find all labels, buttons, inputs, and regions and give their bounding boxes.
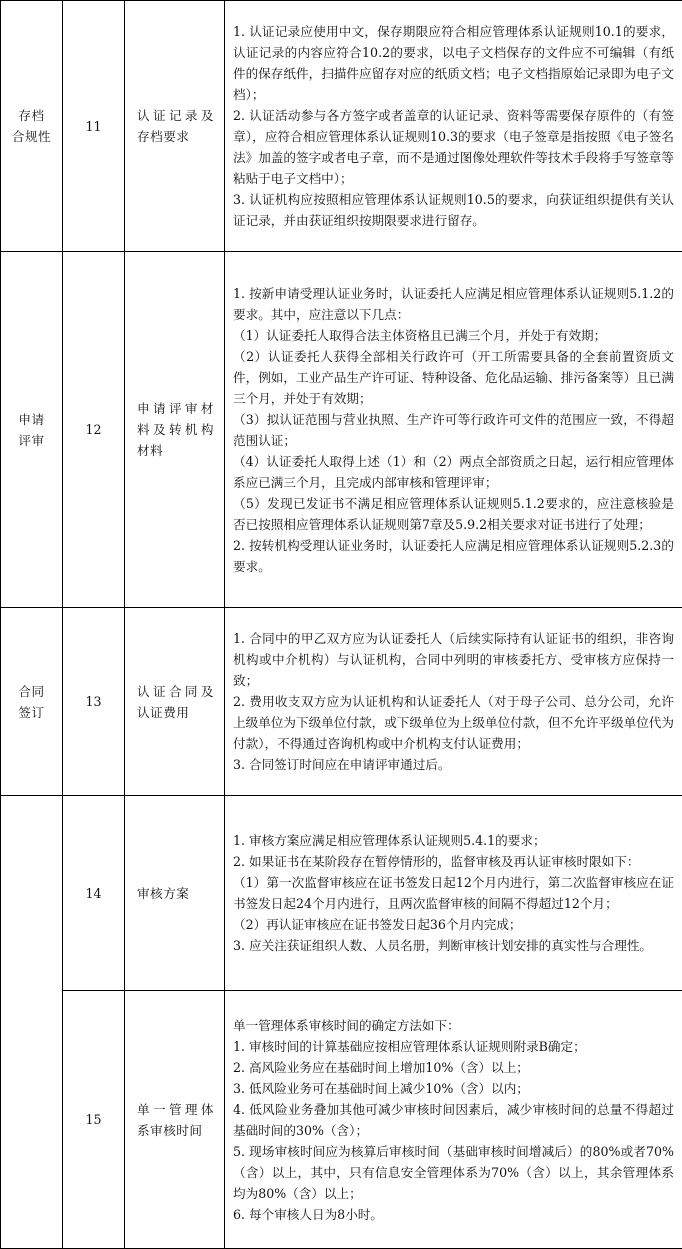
requirement-line: （5）发现已发证书不满足相应管理体系认证规则5.1.2要求的，应注意核验是否已按照相应管理体系认证规则第7章及5.9.2相关要求对证书进行了处理； [233, 495, 674, 532]
requirement-line: 1. 合同中的甲乙双方应为认证委托人（后续实际持有认证证书的组织，非咨询机构或中介机构）与认证机构，合同中列明的审核委托方、受审核方应保持一致； [233, 631, 674, 688]
requirements-cell [225, 991, 682, 1249]
category-line: 申请 [18, 411, 45, 427]
requirement-line: 2. 如果证书在某阶段存在暂停情形的，监督审核及再认证审核时限如下： [233, 854, 640, 869]
requirement-line: 1. 认证记录应使用中文，保存期限应符合相应管理体系认证规则10.1的要求，认证记录的内容应符合10.2的要求，以电子文档保存的文件应不可编辑（有纸件的保存纸件，扫描件应留存对应的纸质文档；电子文档指原始记录即为电子文档）； [233, 24, 674, 102]
requirement-line: （1）第一次监督审核应在证书签发日起12个月内进行，第二次监督审核应在证书签发日起24个月内进行，且两次监督审核的间隔不得超过12个月； [233, 875, 674, 911]
row-number: 13 [63, 608, 125, 796]
requirements-cell [225, 796, 682, 991]
category-line: 签订 [18, 704, 45, 720]
requirement-line: 5. 现场审核时间应为核算后审核时间（基础审核时间增减后）的80%或者70%（含）以上，其中，只有信息安全管理体系为70%（含）以上，其余管理体系均为80%（含）以上； [233, 1143, 674, 1201]
item-name: 认证合同及认证费用 [125, 608, 225, 796]
requirement-line: （1）认证委托人取得合法主体资格且已满三个月，并处于有效期； [233, 327, 607, 343]
requirement-line: 1. 审核方案应满足相应管理体系认证规则5.4.1的要求； [233, 833, 546, 848]
table-row [1, 991, 682, 1249]
category-line: 存档 [18, 108, 45, 123]
category-line: 评审 [18, 432, 45, 448]
requirement-line: 3. 应关注获证组织人数、人员名册，判断审核计划安排的真实性与合理性。 [233, 938, 653, 953]
requirement-line: 2. 按转机构受理认证业务时，认证委托人应满足相应管理体系认证规则5.2.3的要求。 [233, 537, 674, 574]
requirements-cell [225, 252, 682, 608]
requirement-line: 3. 低风险业务可在基础时间上减少10%（含）以内； [233, 1080, 529, 1096]
requirement-line: 3. 合同签订时间应在申请评审通过后。 [233, 757, 451, 772]
table-row [1, 608, 682, 796]
item-name: 审核方案 [125, 796, 225, 991]
row-number: 11 [63, 1, 125, 252]
table-row [1, 1, 682, 252]
requirement-line: 6. 每个审核人日为8小时。 [233, 1206, 383, 1222]
row-number: 15 [63, 991, 125, 1249]
category-line: 合规性 [11, 129, 52, 144]
requirement-line: 单一管理体系审核时间的确定方法如下： [233, 1017, 460, 1033]
requirement-line: 4. 低风险业务叠加其他可减少审核时间因素后，减少审核时间的总量不得超过基础时间的30%（含）； [233, 1101, 674, 1138]
category-cell [1, 608, 63, 796]
item-name: 认证记录及存档要求 [125, 1, 225, 252]
item-name: 单一管理体系审核时间 [125, 991, 225, 1249]
requirement-line: 1. 按新申请受理认证业务时，认证委托人应满足相应管理体系认证规则5.1.2的要求。其中，应注意以下几点： [233, 285, 674, 322]
item-name: 申请评审材料及转机构材料 [125, 252, 225, 608]
category-cell [1, 1, 63, 252]
requirement-line: （2）认证委托人获得全部相关行政许可（开工所需要具备的全套前置资质文件，例如，工业产品生产许可证、特种设备、危化品运输、排污备案等）且已满三个月，并处于有效期； [233, 348, 674, 406]
requirement-line: （4）认证委托人取得上述（1）和（2）两点全部资质之日起，运行相应管理体系应已满三个月，且完成内部审核和管理评审； [233, 453, 674, 490]
row-number: 12 [63, 252, 125, 608]
category-cell-empty [1, 796, 63, 1249]
row-number: 14 [63, 796, 125, 991]
requirement-line: （2）再认证审核应在证书签发日起36个月内完成； [233, 917, 522, 932]
requirement-line: 1. 审核时间的计算基础应按相应管理体系认证规则附录B确定； [233, 1038, 586, 1054]
requirements-cell [225, 608, 682, 796]
requirement-line: （3）拟认证范围与营业执照、生产许可等行政许可文件的范围应一致，不得超范围认证； [233, 411, 674, 448]
requirement-line: 2. 高风险业务应在基础时间上增加10%（含）以上； [233, 1059, 529, 1075]
category-line: 合同 [18, 683, 45, 699]
category-cell [1, 252, 63, 608]
table-row [1, 796, 682, 991]
requirement-line: 2. 费用收支双方应为认证机构和认证委托人（对于母子公司、总分公司，允许上级单位为下级单位付款，或下级单位为上级单位付款，但不允许平级单位代为付款），不得通过咨询机构或中介机构支付认证费用； [233, 694, 674, 751]
requirement-line: 3. 认证机构应按照相应管理体系认证规则10.5的要求，向获证组织提供有关认证记录，并由获证组织按期限要求进行留存。 [233, 192, 674, 228]
requirement-line: 2. 认证活动参与各方签字或者盖章的认证记录、资料等需要保存原件的（有签章），应符合相应管理体系认证规则10.3的要求（电子签章是指按照《电子签名法》加盖的签字或者电子章，而不是通过图像处理软件等技术手段将手写签章等粘贴于电子文档中）； [233, 108, 674, 186]
requirements-cell [225, 1, 682, 252]
table-row [1, 252, 682, 608]
